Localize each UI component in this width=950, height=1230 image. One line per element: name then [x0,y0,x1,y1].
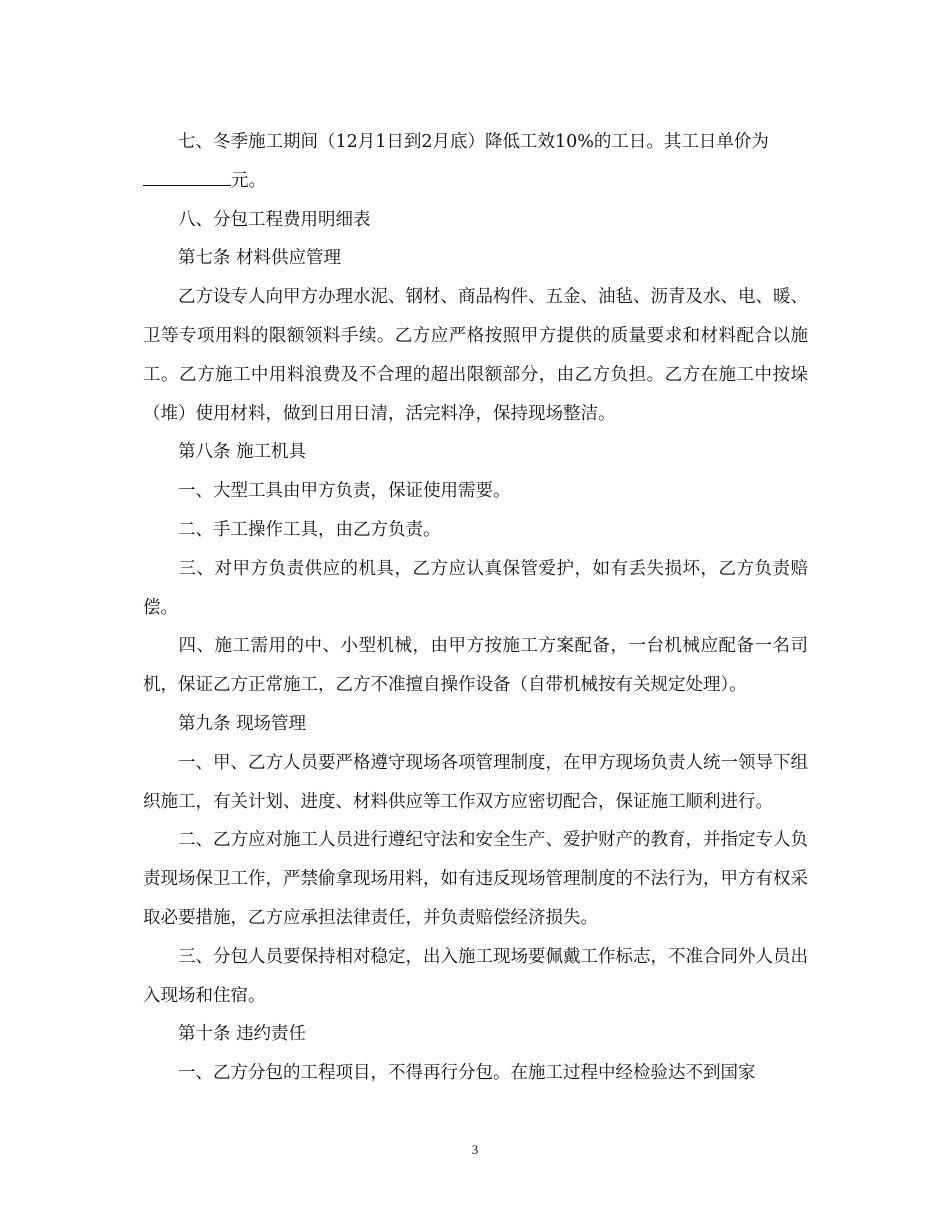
paragraph: 七、冬季施工期间（12月1日到2月底）降低工效10%的工日。其工日单价为 [178,132,769,152]
paragraph: 一、乙方分包的工程项目，不得再行分包。在施工过程中经检验达不到国家 [178,1063,756,1084]
paragraph: 三、分包人员要保持相对稳定，出入施工现场要佩戴工作标志，不准合同外人员出入现场和住宿。 [143,946,808,1006]
section-heading: 第十条 违约责任 [178,1024,307,1045]
paragraph: 二、手工操作工具，由乙方负责。 [178,519,441,540]
paragraph: 乙方设专人向甲方办理水泥、钢材、商品构件、五金、油毡、沥青及水、电、暖、卫等专项用料的限额领料手续。乙方应严格按照甲方提供的质量要求和材料配合以施工。乙方施工中用料浪费及不合理的超出限额部分，由乙方负担。乙方在施工中按垛（堆）使用材料，做到日用日清，活完料净，保持现场整洁。 [143,287,808,424]
section-heading: 第九条 现场管理 [178,713,307,734]
paragraph: 三、对甲方负责供应的机具，乙方应认真保管爱护，如有丢失损坏，乙方负责赔偿。 [143,558,808,618]
page-number: 3 [471,1142,479,1157]
paragraph: 元。 [143,162,808,201]
paragraph: 八、分包工程费用明细表 [178,209,371,230]
paragraph: 一、大型工具由甲方负责，保证使用需要。 [178,481,511,502]
paragraph: 二、乙方应对施工人员进行遵纪守法和安全生产、爱护财产的教育，并指定专人负责现场保卫工作，严禁偷拿现场用料，如有违反现场管理制度的不法行为，甲方有权采取必要措施，乙方应承担法律责任，并负责赔偿经济损失。 [143,830,808,928]
section-heading: 第七条 材料供应管理 [178,248,342,269]
paragraph: 一、甲、乙方人员要严格遵守现场各项管理制度，在甲方现场负责人统一领导下组织施工，有关计划、进度、材料供应等工作双方应密切配合，保证施工顺利进行。 [143,752,808,812]
section-heading: 第八条 施工机具 [178,442,307,463]
paragraph: 四、施工需用的中、小型机械，由甲方按施工方案配备，一台机械应配备一名司机，保证乙方正常施工，乙方不准擅自操作设备（自带机械按有关规定处理）。 [143,636,808,696]
fill-in-blank [143,171,231,186]
document-body [143,123,808,1093]
